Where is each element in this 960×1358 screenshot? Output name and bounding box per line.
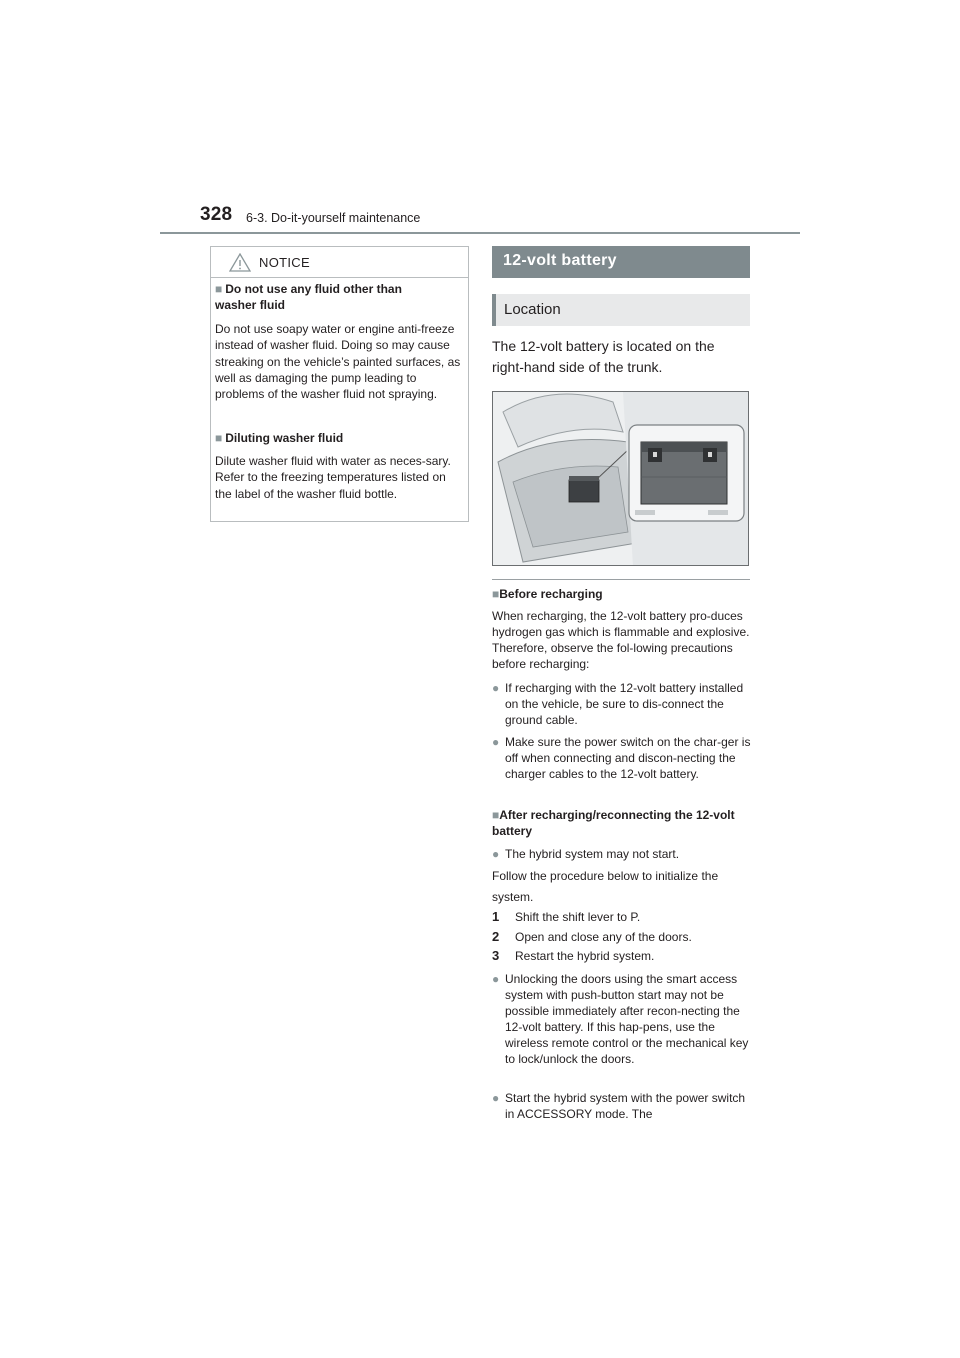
notice-paragraph-1: Do not use soapy water or engine anti-freeze instead of washer fluid. Doing so may cause streaking on the vehicle’s painted surfaces, as well as damaging the pump leading to problems of the washer fluid not spraying. — [215, 322, 461, 402]
header-divider — [160, 232, 800, 234]
step-text: Restart the hybrid system. — [515, 949, 655, 963]
list-item-text: The hybrid system may not start. — [505, 847, 680, 861]
notice-heading-1-text: Do not use any fluid other than washer fluid — [215, 282, 402, 312]
bullet-icon: ● — [492, 681, 500, 695]
list-item — [492, 971, 752, 1067]
section-heading: 12-volt battery — [503, 252, 617, 269]
bullet-icon: ● — [492, 735, 500, 749]
notice-paragraph-2: Dilute washer fluid with water as neces-sary. Refer to the freezing temperatures listed on the label of the washer fluid bottle. — [215, 454, 451, 501]
list-item-text: If recharging with the 12-volt battery installed on the vehicle, be sure to dis-connect the ground cable. — [505, 681, 744, 727]
before-recharging-heading — [492, 586, 752, 602]
subsection-heading-bar — [492, 294, 750, 326]
warning-triangle-icon — [229, 253, 251, 272]
notice-heading-2-text: Diluting washer fluid — [225, 431, 344, 445]
step-text: Shift the shift lever to P. — [515, 910, 641, 924]
intro-paragraph: The 12-volt battery is located on the right-hand side of the trunk. — [492, 338, 715, 375]
list-item — [492, 1090, 752, 1122]
follow-procedure-text: Follow the procedure below to initialize the system. — [492, 869, 719, 904]
notice-label: NOTICE — [259, 255, 310, 270]
square-bullet-icon: ■ — [492, 808, 500, 822]
step-item — [492, 909, 640, 925]
subsection-heading: Location — [504, 301, 561, 318]
list-item-text: Start the hybrid system with the power switch in ACCESSORY mode. The — [505, 1091, 746, 1121]
bullet-icon: ● — [492, 972, 500, 986]
figure-divider — [492, 579, 750, 580]
before-recharging-heading-text: Before recharging — [499, 587, 603, 601]
section-heading-bar — [492, 246, 750, 278]
square-bullet-icon: ■ — [215, 282, 223, 296]
notice-heading-2 — [215, 430, 343, 446]
after-recharging-heading-text: After recharging/reconnecting the 12-volt battery — [492, 808, 735, 838]
page-number: 328 — [200, 204, 233, 225]
square-bullet-icon: ■ — [492, 587, 500, 601]
notice-header — [211, 247, 468, 278]
step-text: Open and close any of the doors. — [515, 930, 692, 944]
bullet-icon: ● — [492, 847, 500, 861]
battery-location-illustration — [493, 392, 749, 566]
list-item-text: Make sure the power switch on the char-ger is off when connecting and discon-necting the charger cables to the 12-volt battery. — [505, 735, 751, 781]
step-item — [492, 948, 654, 964]
list-item-text: Unlocking the doors using the smart access system with push-button start may not be possible immediately after recon-necting the 12-volt battery. If this hap-pens, use the wireless remote control or the mechanical key to lock/unlock the doors. — [505, 972, 749, 1066]
step-number: 2 — [492, 929, 500, 944]
notice-box — [210, 246, 469, 522]
step-number: 3 — [492, 948, 500, 963]
before-recharging-text: When recharging, the 12-volt battery pro-duces hydrogen gas which is flammable and explosive. Therefore, observe the fol-lowing precautions before recharging: — [492, 609, 750, 671]
list-item — [492, 846, 752, 862]
list-item — [492, 734, 752, 782]
bullet-icon: ● — [492, 1091, 500, 1105]
after-recharging-heading — [492, 807, 742, 839]
step-item — [492, 929, 692, 945]
battery-location-figure — [492, 391, 749, 566]
step-number: 1 — [492, 909, 500, 924]
section-title: 6-3. Do-it-yourself maintenance — [246, 211, 421, 225]
notice-heading-1 — [215, 281, 435, 313]
square-bullet-icon: ■ — [215, 431, 223, 445]
list-item — [492, 680, 752, 728]
